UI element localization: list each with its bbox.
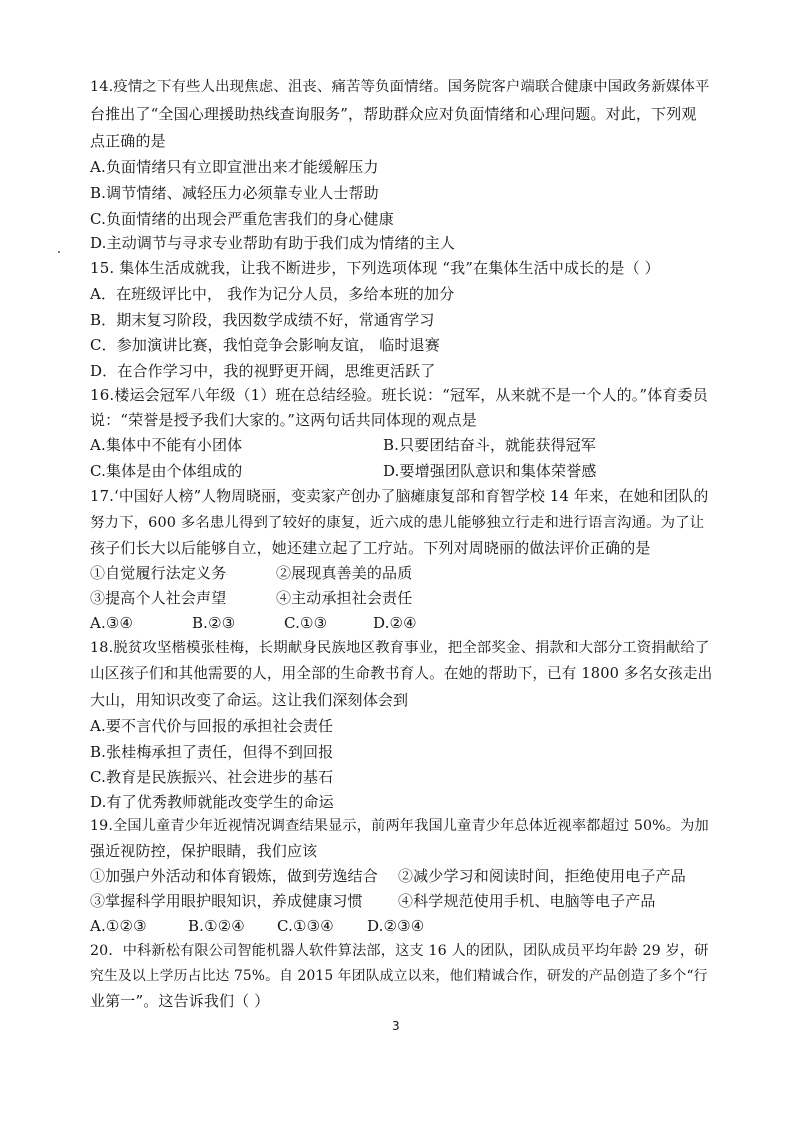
q15-stem-line-1: 15. 集体生活成就我，让我不断进步，下列选项体现 “我”在集体生活中成长的是（ ）: [90, 259, 660, 277]
q17-option-d: D.②④: [373, 614, 417, 632]
q15-option-d: D．在合作学习中，我的视野更开阔，思维更活跃了: [90, 362, 436, 380]
q17-statement-3: ③提高个人社会声望: [90, 589, 227, 607]
q15-option-a: A．在班级评比中， 我作为记分人员，多给本班的加分: [90, 285, 455, 303]
q19-option-b: B.①②④: [188, 917, 245, 935]
q19-stem-line-2: 强近视防控，保护眼睛，我们应该: [90, 842, 318, 860]
q16-option-d: D.要增强团队意识和集体荣誉感: [383, 462, 597, 480]
q16-stem-line-1: 16.楼运会冠军八年级（1）班在总结经验。班长说：“冠军，从来就不是一个人的。”体育委员: [90, 386, 708, 404]
q17-stem-line-2: 努力下，600 多名患儿得到了较好的康复，近六成的患儿能够独立行走和进行语言沟通。为了让: [90, 515, 705, 531]
q18-option-b: B.张桂梅承担了责任，但得不到回报: [90, 743, 334, 761]
q17-option-b: B.②③: [192, 614, 236, 632]
q18-option-d: D.有了优秀教师就能改变学生的命运: [90, 793, 334, 811]
q16-stem-line-2: 说：“荣誉是授予我们大家的。”这两句话共同体现的观点是: [90, 411, 477, 429]
q18-option-a: A.要不言代价与回报的承担社会责任: [90, 717, 334, 735]
q16-option-b: B.只要团结奋斗，就能获得冠军: [383, 436, 597, 454]
q14-stem-line-2: 台推出了“全国心理援助热线查询服务”，帮助群众应对负面情绪和心理问题。对此，下列观: [90, 105, 697, 123]
q14-option-b: B.调节情绪、减轻压力必须靠专业人士帮助: [90, 184, 379, 202]
scan-speck: [58, 251, 60, 253]
q14-option-a: A.负面情绪只有立即宣泄出来才能缓解压力: [90, 158, 379, 176]
q18-stem-line-3: 大山，用知识改变了命运。这让我们深刻体会到: [90, 691, 409, 709]
q19-statement-1: ①加强户外活动和体育锻炼，做到劳逸结合: [90, 867, 378, 885]
q15-option-b: B．期末复习阶段，我因数学成绩不好，常通宵学习: [90, 311, 435, 329]
q17-option-c: C.①③: [284, 614, 328, 632]
q17-stem-line-1: 17.‘中国好人榜”人物周晓丽，变卖家产创办了脑瘫康复部和育智学校 14 年来，在她和团队的: [90, 488, 709, 505]
q18-stem-line-2: 山区孩子们和其他需要的人，用全部的生命教书育人。在她的帮助下，已有 1800 多名女孩走出: [90, 665, 713, 682]
q19-option-c: C.①③④: [277, 917, 334, 935]
q19-statement-2: ②减少学习和阅读时间，拒绝使用电子产品: [398, 867, 686, 885]
q17-statement-2: ②展现真善美的品质: [276, 564, 413, 582]
q20-stem-line-3: 业第一”。这告诉我们（ ）: [90, 992, 270, 1010]
q18-option-c: C.教育是民族振兴、社会进步的基石: [90, 768, 334, 786]
page-number: 3: [392, 1019, 400, 1033]
q17-stem-line-3: 孩子们长大以后能够自立，她还建立起了工疗站。下列对周晓丽的做法评价正确的是: [90, 539, 651, 557]
q20-stem-line-1: 20．中科新松有限公司智能机器人软件算法部，这支 16 人的团队，团队成员平均年龄 29 岁，研: [90, 943, 709, 959]
q19-option-a: A.①②③: [90, 917, 147, 935]
q17-statement-1: ①自觉履行法定义务: [90, 564, 227, 582]
q18-stem-line-1: 18.脱贫攻坚楷模张桂梅，长期献身民族地区教育事业，把全部奖金、捐款和大部分工资捐献给了: [90, 640, 710, 656]
q17-statement-4: ④主动承担社会责任: [276, 589, 413, 607]
q14-stem-line-1: 14.疫情之下有些人出现焦虑、沮丧、痛苦等负面情绪。国务院客户端联合健康中国政务新媒体平: [90, 79, 710, 95]
q16-option-c: C.集体是由个体组成的: [90, 462, 243, 480]
q19-statement-3: ③掌握科学用眼护眼知识，养成健康习惯: [90, 892, 363, 910]
q15-option-c: C．参加演讲比赛，我怕竞争会影响友谊， 临时退赛: [90, 336, 440, 354]
q20-stem-line-2: 究生及以上学历占比达 75%。自 2015 年团队成立以来，他们精诚合作，研发的产品创造了多个“行: [90, 968, 708, 984]
q14-option-d: D.主动调节与寻求专业帮助有助于我们成为情绪的主人: [90, 234, 456, 252]
q16-option-a: A.集体中不能有小团体: [90, 436, 243, 454]
q17-option-a: A.③④: [90, 614, 134, 632]
q14-stem-line-3: 点正确的是: [90, 132, 166, 150]
q19-stem-line-1: 19.全国儿童青少年近视情况调查结果显示，前两年我国儿童青少年总体近视率都超过 50%。为加: [90, 818, 709, 834]
q14-option-c: C.负面情绪的出现会严重危害我们的身心健康: [90, 210, 394, 228]
q19-statement-4: ④科学规范使用手机、电脑等电子产品: [398, 892, 656, 910]
q19-option-d: D.②③④: [367, 917, 425, 935]
